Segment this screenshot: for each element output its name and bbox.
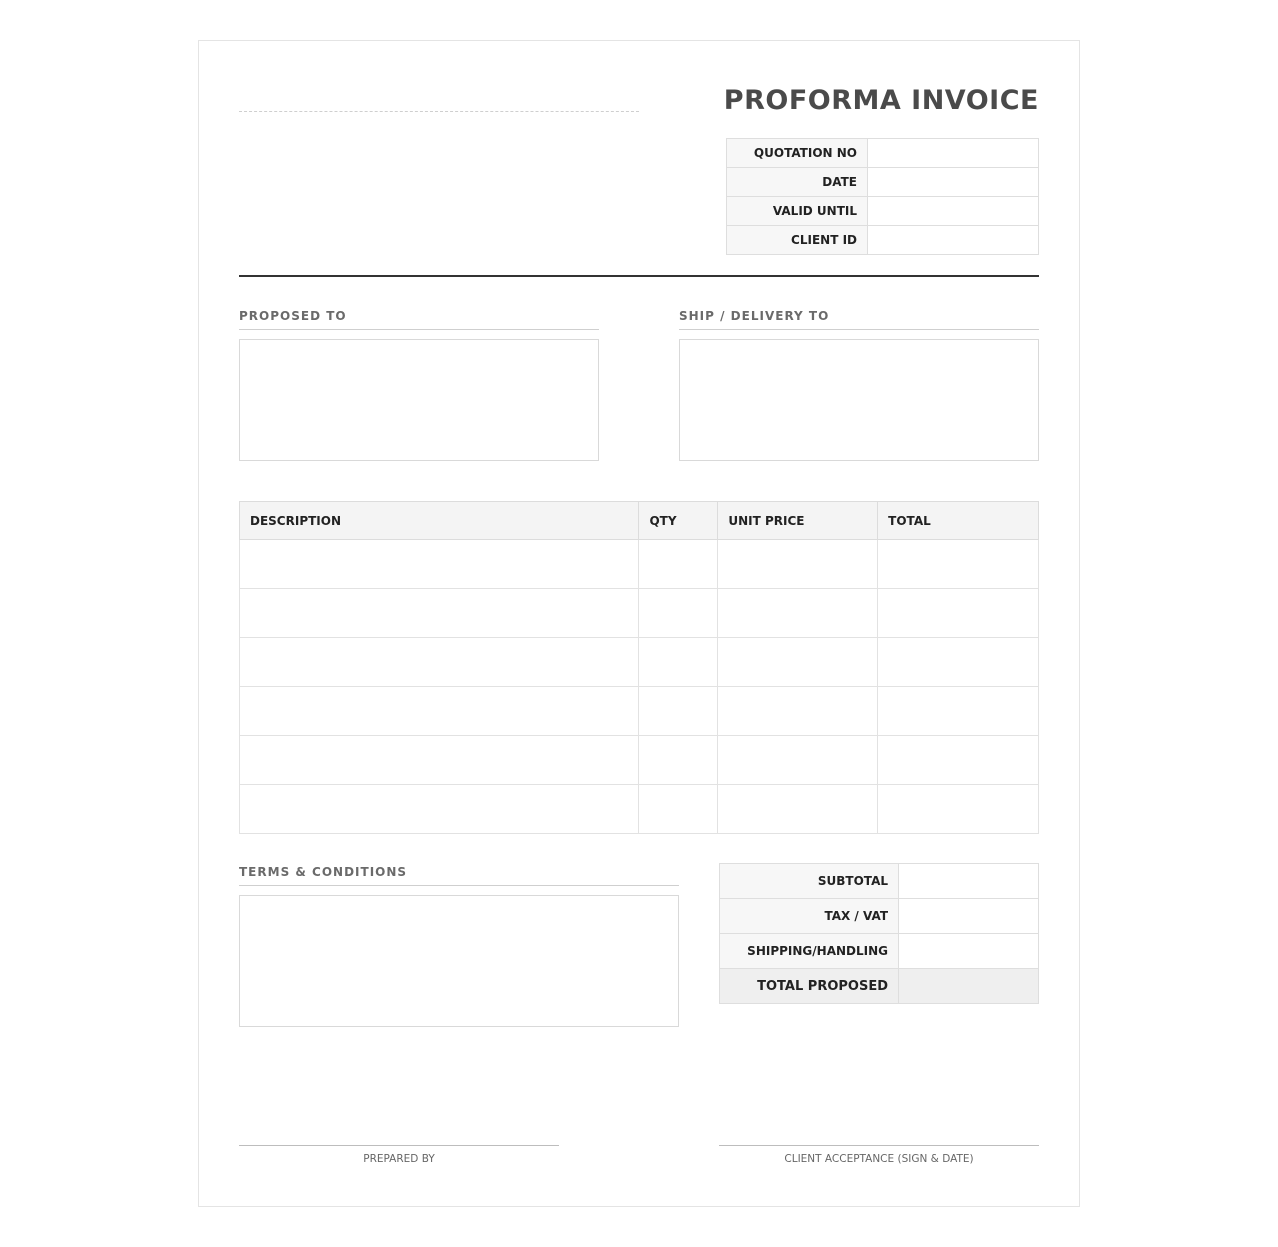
description-cell[interactable] [240, 540, 639, 589]
header-divider [239, 275, 1039, 277]
total-cell[interactable] [878, 785, 1039, 834]
totals-table [719, 863, 1039, 1004]
line-items-header [240, 502, 1039, 540]
terms-field[interactable] [239, 895, 679, 1027]
column-header-qty: QTY [639, 502, 718, 540]
total-cell[interactable] [878, 540, 1039, 589]
quotation-meta-table [726, 138, 1039, 255]
qty-cell[interactable] [639, 540, 718, 589]
meta-row-client-id [727, 226, 1039, 255]
totals-row-total-proposed [720, 969, 1039, 1004]
shipping-field[interactable] [899, 934, 1039, 969]
unit-price-cell[interactable] [718, 687, 878, 736]
subtotal-field[interactable] [899, 864, 1039, 899]
unit-price-cell[interactable] [718, 589, 878, 638]
ship-to-field[interactable] [679, 339, 1039, 461]
meta-row-valid-until [727, 197, 1039, 226]
qty-cell[interactable] [639, 589, 718, 638]
total-cell[interactable] [878, 687, 1039, 736]
proposed-to-field[interactable] [239, 339, 599, 461]
table-row [240, 638, 1039, 687]
table-row [240, 687, 1039, 736]
prepared-by-signature-line[interactable] [239, 1145, 559, 1146]
column-header-unit-price: UNIT PRICE [718, 502, 878, 540]
invoice-page [198, 40, 1080, 1207]
meta-label: DATE [727, 168, 868, 197]
description-cell[interactable] [240, 736, 639, 785]
table-row [240, 736, 1039, 785]
column-header-description: DESCRIPTION [240, 502, 639, 540]
totals-row-shipping [720, 934, 1039, 969]
date-field[interactable] [868, 168, 1039, 197]
unit-price-cell[interactable] [718, 736, 878, 785]
description-cell[interactable] [240, 785, 639, 834]
tax-field[interactable] [899, 899, 1039, 934]
table-row [240, 540, 1039, 589]
total-proposed-field[interactable] [899, 969, 1039, 1004]
totals-row-tax [720, 899, 1039, 934]
meta-row-quotation-no [727, 139, 1039, 168]
meta-label: CLIENT ID [727, 226, 868, 255]
terms-heading: TERMS & CONDITIONS [239, 865, 679, 886]
qty-cell[interactable] [639, 638, 718, 687]
totals-label: TOTAL PROPOSED [720, 969, 899, 1004]
description-cell[interactable] [240, 638, 639, 687]
table-row [240, 589, 1039, 638]
column-header-total: TOTAL [878, 502, 1039, 540]
client-acceptance-label: CLIENT ACCEPTANCE (SIGN & DATE) [784, 1153, 974, 1165]
qty-cell[interactable] [639, 736, 718, 785]
total-cell[interactable] [878, 638, 1039, 687]
unit-price-cell[interactable] [718, 638, 878, 687]
valid-until-field[interactable] [868, 197, 1039, 226]
unit-price-cell[interactable] [718, 540, 878, 589]
document-title: PROFORMA INVOICE [723, 85, 1039, 116]
totals-row-subtotal [720, 864, 1039, 899]
client-acceptance-signature-line[interactable] [719, 1145, 1039, 1146]
totals-label: SHIPPING/HANDLING [720, 934, 899, 969]
meta-label: QUOTATION NO [727, 139, 868, 168]
meta-row-date [727, 168, 1039, 197]
client-id-field[interactable] [868, 226, 1039, 255]
table-row [240, 785, 1039, 834]
unit-price-cell[interactable] [718, 785, 878, 834]
qty-cell[interactable] [639, 687, 718, 736]
description-cell[interactable] [240, 589, 639, 638]
company-name-line[interactable] [239, 111, 639, 112]
quotation-no-field[interactable] [868, 139, 1039, 168]
prepared-by-label: PREPARED BY [363, 1153, 435, 1165]
proposed-to-heading: PROPOSED TO [239, 309, 599, 330]
totals-label: TAX / VAT [720, 899, 899, 934]
description-cell[interactable] [240, 687, 639, 736]
ship-to-heading: SHIP / DELIVERY TO [679, 309, 1039, 330]
line-items-table [239, 501, 1039, 834]
total-cell[interactable] [878, 589, 1039, 638]
totals-label: SUBTOTAL [720, 864, 899, 899]
meta-label: VALID UNTIL [727, 197, 868, 226]
total-cell[interactable] [878, 736, 1039, 785]
qty-cell[interactable] [639, 785, 718, 834]
